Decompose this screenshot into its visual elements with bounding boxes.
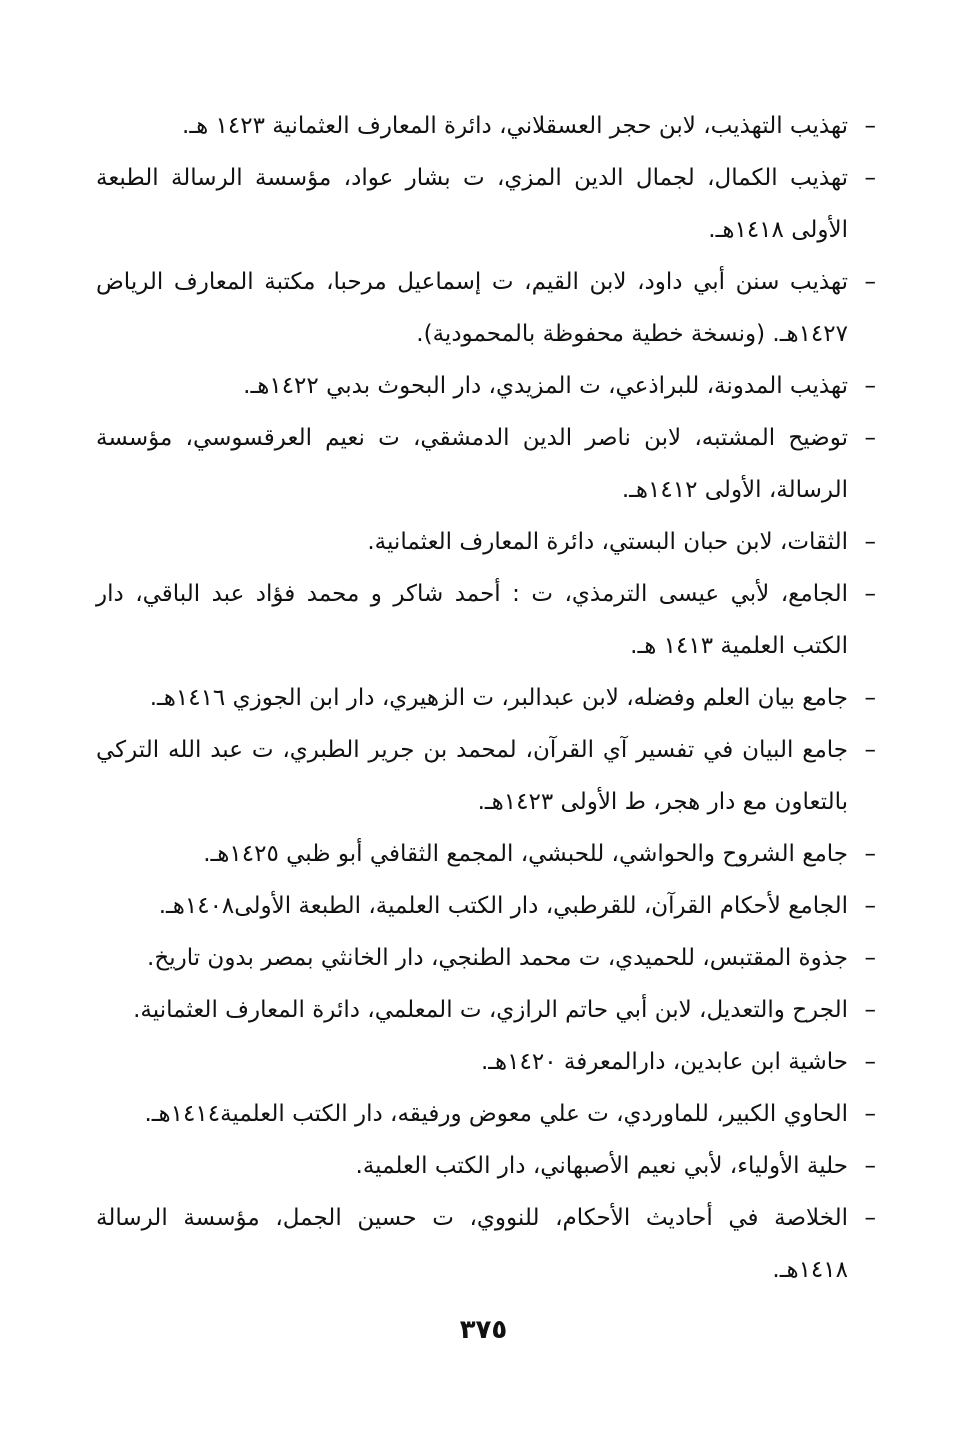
bullet-dash: – bbox=[864, 165, 876, 191]
bullet-dash: – bbox=[864, 529, 876, 555]
list-item bbox=[96, 984, 876, 1036]
bullet-dash: – bbox=[864, 373, 876, 399]
bullet-dash: – bbox=[864, 113, 876, 139]
bullet-dash: – bbox=[864, 1205, 876, 1231]
list-item bbox=[96, 932, 876, 984]
reference-text: تهذيب سنن أبي داود، لابن القيم، ت إسماعيل مرحبا، مكتبة المعارف الرياض ١٤٢٧هـ. (ونسخة خطية محفوظة بالمحمودية). bbox=[96, 269, 848, 347]
list-item bbox=[96, 1140, 876, 1192]
list-item bbox=[96, 256, 876, 360]
list-item bbox=[96, 828, 876, 880]
bullet-dash: – bbox=[864, 581, 876, 607]
list-item bbox=[96, 672, 876, 724]
list-item bbox=[96, 360, 876, 412]
reference-text: توضيح المشتبه، لابن ناصر الدين الدمشقي، ت نعيم العرقسوسي، مؤسسة الرسالة، الأولى ١٤١٢هـ. bbox=[96, 425, 848, 503]
bibliography-list bbox=[96, 100, 876, 1296]
reference-text: حاشية ابن عابدين، دارالمعرفة ١٤٢٠هـ. bbox=[480, 1049, 848, 1075]
list-item bbox=[96, 880, 876, 932]
bullet-dash: – bbox=[864, 893, 876, 919]
reference-text: جامع البيان في تفسير آي القرآن، لمحمد بن جرير الطبري، ت عبد الله التركي بالتعاون مع دار هجر، ط الأولى ١٤٢٣هـ. bbox=[96, 737, 848, 815]
list-item bbox=[96, 568, 876, 672]
reference-text: حلية الأولياء، لأبي نعيم الأصبهاني، دار الكتب العلمية. bbox=[355, 1153, 848, 1179]
bullet-dash: – bbox=[864, 737, 876, 763]
list-item bbox=[96, 152, 876, 256]
reference-text: تهذيب المدونة، للبراذعي، ت المزيدي، دار البحوث بدبي ١٤٢٢هـ. bbox=[243, 373, 848, 399]
bullet-dash: – bbox=[864, 841, 876, 867]
bullet-dash: – bbox=[864, 425, 876, 451]
list-item bbox=[96, 1036, 876, 1088]
bullet-dash: – bbox=[864, 1101, 876, 1127]
reference-text: الجامع، لأبي عيسى الترمذي، ت : أحمد شاكر و محمد فؤاد عبد الباقي، دار الكتب العلمية ١٤١٣ هـ. bbox=[96, 581, 848, 659]
reference-text: جامع بيان العلم وفضله، لابن عبدالبر، ت الزهيري، دار ابن الجوزي ١٤١٦هـ. bbox=[149, 685, 848, 711]
list-item bbox=[96, 412, 876, 516]
page-number: ٣٧٥ bbox=[459, 1315, 508, 1345]
bullet-dash: – bbox=[864, 1049, 876, 1075]
bullet-dash: – bbox=[864, 269, 876, 295]
list-item bbox=[96, 724, 876, 828]
reference-text: تهذيب التهذيب، لابن حجر العسقلاني، دائرة المعارف العثمانية ١٤٢٣ هـ. bbox=[182, 113, 848, 139]
reference-text: الخلاصة في أحاديث الأحكام، للنووي، ت حسين الجمل، مؤسسة الرسالة ١٤١٨هـ. bbox=[96, 1205, 848, 1283]
bullet-dash: – bbox=[864, 945, 876, 971]
reference-text: الثقات، لابن حبان البستي، دائرة المعارف العثمانية. bbox=[367, 529, 848, 555]
reference-text: الجامع لأحكام القرآن، للقرطبي، دار الكتب العلمية، الطبعة الأولى١٤٠٨هـ. bbox=[158, 893, 848, 919]
bullet-dash: – bbox=[864, 685, 876, 711]
reference-text: الجرح والتعديل، لابن أبي حاتم الرازي، ت المعلمي، دائرة المعارف العثمانية. bbox=[133, 997, 848, 1023]
list-item bbox=[96, 1088, 876, 1140]
bullet-dash: – bbox=[864, 997, 876, 1023]
reference-text: تهذيب الكمال، لجمال الدين المزي، ت بشار عواد، مؤسسة الرسالة الطبعة الأولى ١٤١٨هـ. bbox=[96, 165, 848, 243]
reference-text: جامع الشروح والحواشي، للحبشي، المجمع الثقافي أبو ظبي ١٤٢٥هـ. bbox=[203, 841, 848, 867]
reference-text: جذوة المقتبس، للحميدي، ت محمد الطنجي، دار الخانثي بمصر بدون تاريخ. bbox=[147, 945, 848, 971]
list-item bbox=[96, 1192, 876, 1296]
list-item bbox=[96, 516, 876, 568]
list-item bbox=[96, 100, 876, 152]
reference-text: الحاوي الكبير، للماوردي، ت علي معوض ورفيقه، دار الكتب العلمية١٤١٤هـ. bbox=[144, 1101, 848, 1127]
bullet-dash: – bbox=[864, 1153, 876, 1179]
